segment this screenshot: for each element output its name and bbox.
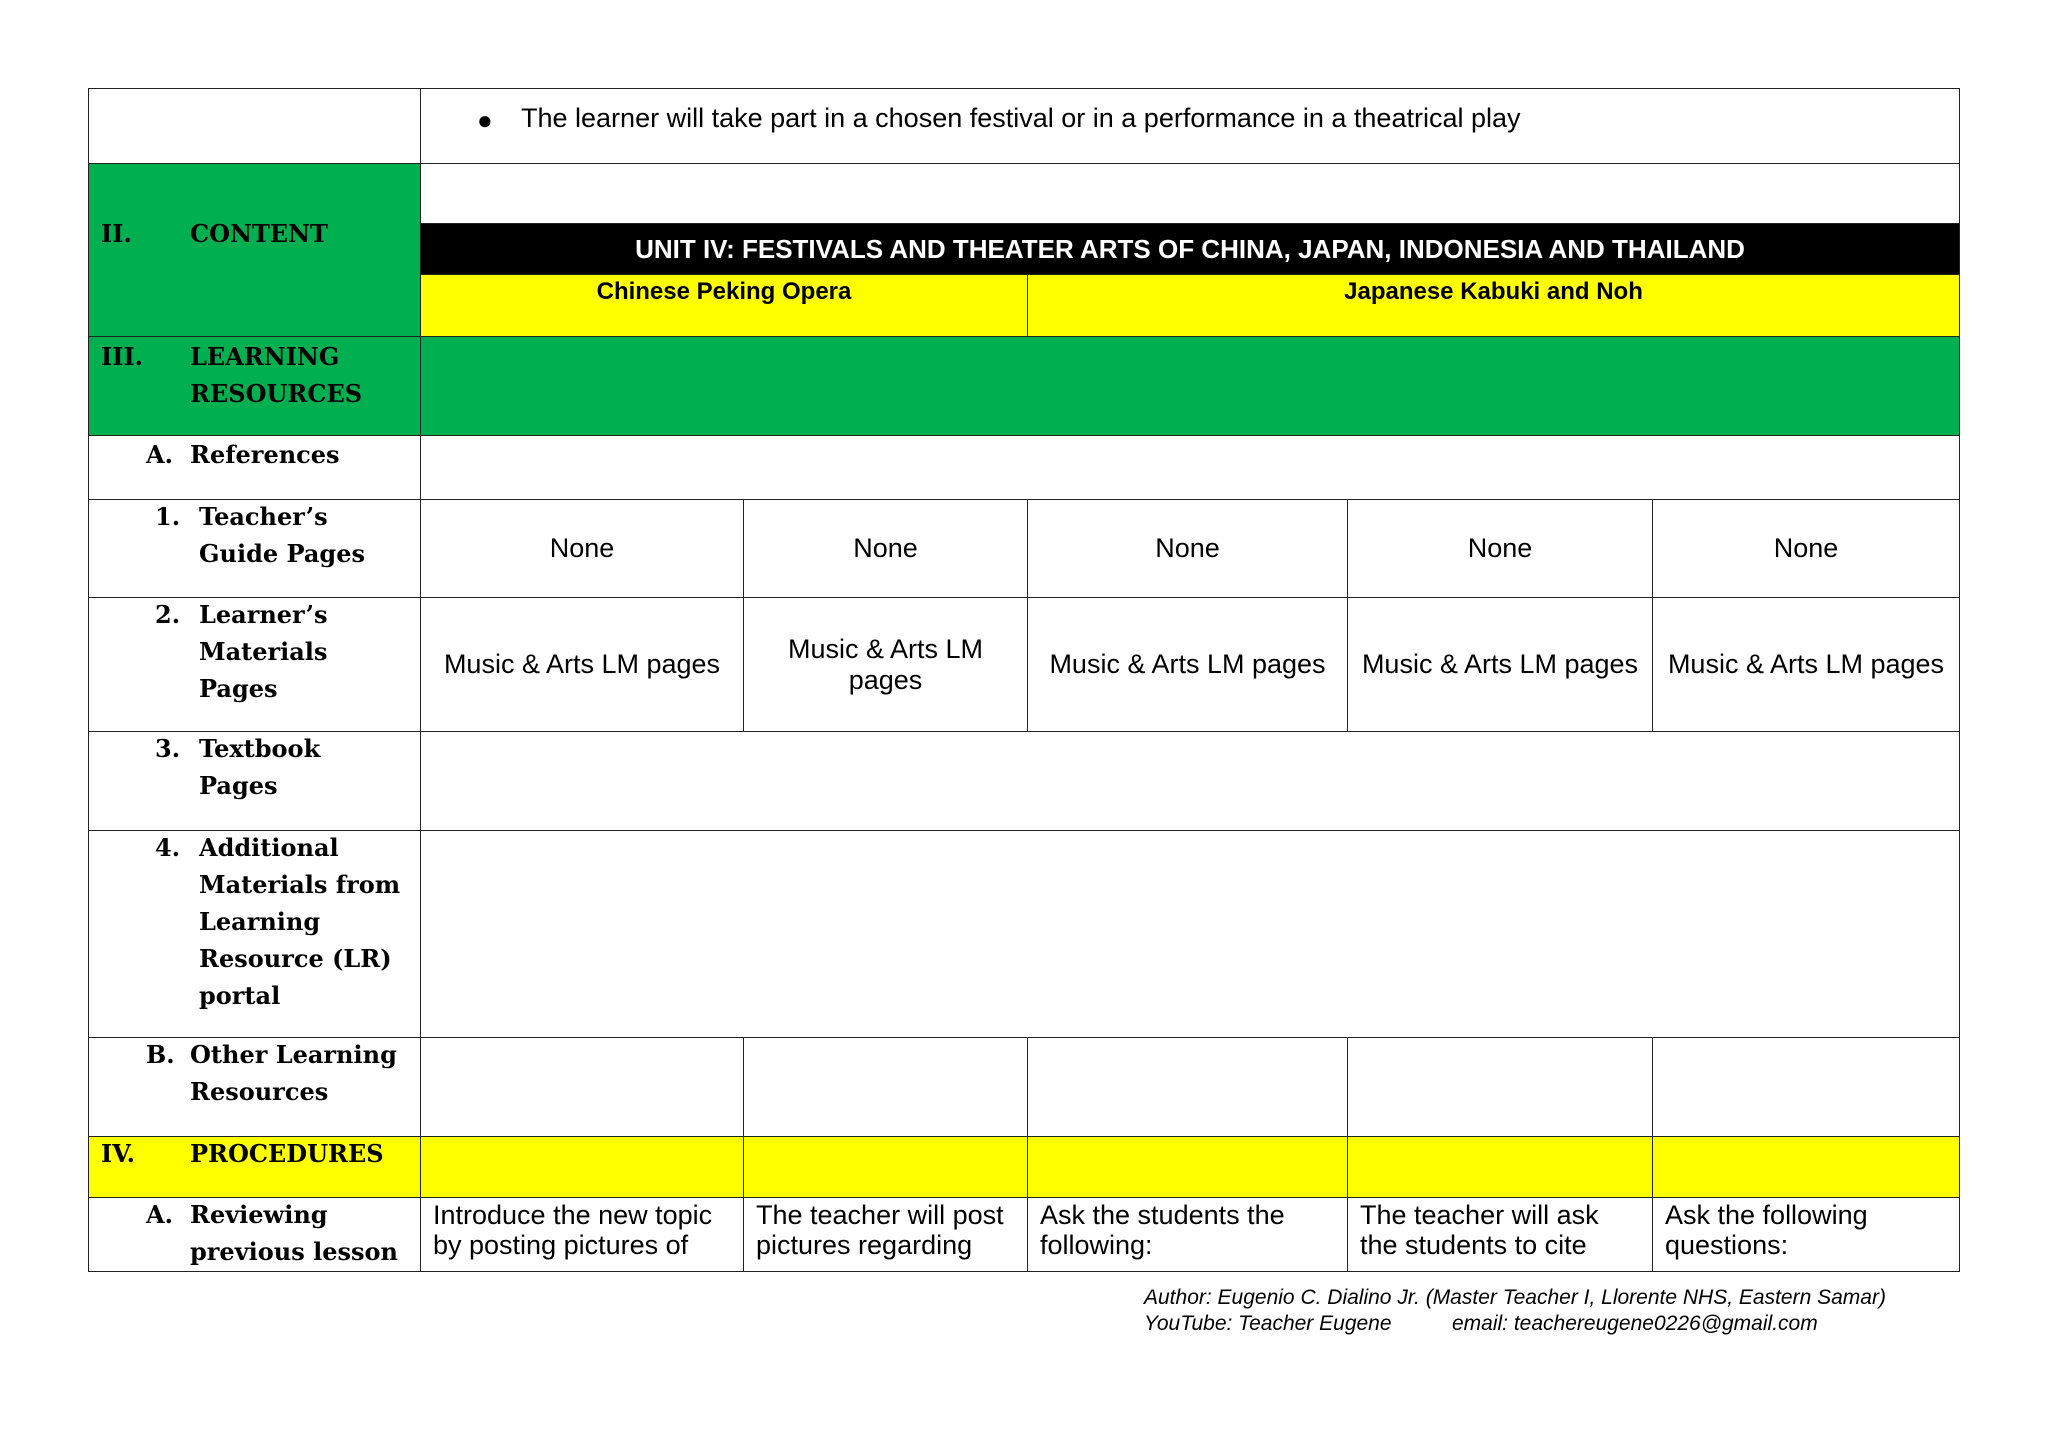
- unit-title-bar: [420, 223, 1960, 275]
- cell-text: None: [549, 533, 615, 563]
- item-label: Materials from: [199, 870, 401, 899]
- teachers-guide-cell: [1027, 499, 1348, 598]
- teachers-guide-cell: [743, 499, 1028, 598]
- procedures-cell: [420, 1136, 744, 1198]
- item-label: Textbook: [199, 734, 321, 763]
- cell-text: None: [853, 533, 918, 563]
- other-resources-cell: [420, 1037, 744, 1137]
- bullet-icon: ●: [477, 105, 493, 135]
- section-number: II.: [101, 219, 132, 248]
- item-label: Learning: [199, 907, 321, 936]
- teachers-guide-cell: [1347, 499, 1653, 598]
- item-label: Materials: [199, 637, 328, 666]
- learners-materials-cell: [420, 597, 744, 732]
- learners-materials-cell: [1347, 597, 1653, 732]
- item-number: 2.: [155, 600, 181, 629]
- item-label: Other Learning: [190, 1040, 397, 1069]
- item-number: 4.: [155, 833, 181, 862]
- procedures-cell: [1347, 1136, 1653, 1198]
- spacer-cell: [420, 163, 1960, 224]
- cell-text: None: [1773, 533, 1839, 563]
- other-resources-cell: [1027, 1037, 1348, 1137]
- textbook-cell: [420, 731, 1960, 831]
- topic-cell: [1027, 274, 1960, 337]
- item-label: Pages: [199, 674, 278, 703]
- topic-cell: [420, 274, 1028, 337]
- cell-text: Music & Arts LM pages: [443, 649, 721, 679]
- item-number: A.: [146, 440, 173, 469]
- reviewing-cell: [1027, 1197, 1348, 1272]
- green-fill-cell: [420, 336, 1960, 436]
- cell-text: Music & Arts LM pages: [1049, 649, 1326, 679]
- item-number: A.: [146, 1200, 173, 1229]
- objective-text: The learner will take part in a chosen festival or in a performance in a theatrical play: [521, 103, 1521, 133]
- section-label: LEARNING: [190, 342, 340, 371]
- cell-text: Ask the students the following:: [1040, 1200, 1285, 1260]
- cell-text: Music & Arts LM pages: [787, 633, 984, 695]
- item-label: Teacher’s: [199, 502, 328, 531]
- reviewing-cell: [1347, 1197, 1653, 1272]
- cell-text: Introduce the new topic by posting pictures of: [433, 1200, 713, 1260]
- teachers-guide-label-cell: [88, 499, 421, 598]
- footer-email: email: teachereugene0226@gmail.com: [1452, 1312, 1818, 1335]
- other-resources-cell: [1347, 1037, 1653, 1137]
- learning-resources-heading: [88, 336, 421, 436]
- item-label: Additional: [199, 833, 339, 862]
- item-label: Guide Pages: [199, 539, 365, 568]
- teachers-guide-cell: [420, 499, 744, 598]
- item-label: Reviewing: [190, 1200, 328, 1229]
- section-label: PROCEDURES: [190, 1139, 384, 1168]
- item-label: Pages: [199, 771, 278, 800]
- reviewing-cell: [420, 1197, 744, 1272]
- blank-cell: [88, 88, 421, 164]
- item-label: Resource (LR): [199, 944, 392, 973]
- item-number: 1.: [155, 502, 181, 531]
- learners-materials-cell: [1027, 597, 1348, 732]
- item-label: Resources: [190, 1077, 329, 1106]
- references-label-cell: [88, 435, 421, 500]
- footer-author: Author: Eugenio C. Dialino Jr. (Master Teacher I, Llorente NHS, Eastern Samar): [1144, 1286, 1886, 1309]
- item-label: portal: [199, 981, 281, 1010]
- unit-title: UNIT IV: FESTIVALS AND THEATER ARTS OF CHINA, JAPAN, INDONESIA AND THAILAND: [635, 233, 1745, 264]
- teachers-guide-cell: [1652, 499, 1960, 598]
- section-label: CONTENT: [190, 219, 328, 248]
- references-cell: [420, 435, 1960, 500]
- section-label: RESOURCES: [190, 379, 363, 408]
- topic-label: Chinese Peking Opera: [596, 278, 852, 305]
- reviewing-cell: [1652, 1197, 1960, 1272]
- procedures-cell: [1027, 1136, 1348, 1198]
- cell-text: Music & Arts LM pages: [1361, 649, 1639, 679]
- cell-text: None: [1467, 533, 1533, 563]
- learners-materials-label-cell: [88, 597, 421, 732]
- cell-text: The teacher will ask the students to cite: [1360, 1200, 1599, 1260]
- reviewing-label-cell: [88, 1197, 421, 1272]
- footer-youtube: YouTube: Teacher Eugene: [1144, 1312, 1392, 1335]
- objective-cell: [420, 88, 1960, 164]
- content-heading: [88, 163, 421, 337]
- item-label: Learner’s: [199, 600, 328, 629]
- cell-text: None: [1155, 533, 1220, 563]
- cell-text: The teacher will post pictures regarding: [756, 1200, 1004, 1260]
- cell-text: Ask the following questions:: [1665, 1200, 1868, 1260]
- other-resources-cell: [743, 1037, 1028, 1137]
- cell-text: Music & Arts LM pages: [1667, 649, 1945, 679]
- additional-materials-label-cell: [88, 830, 421, 1038]
- item-number: B.: [146, 1040, 175, 1069]
- section-number: III.: [101, 342, 144, 371]
- item-number: 3.: [155, 734, 181, 763]
- section-number: IV.: [101, 1139, 136, 1168]
- procedures-cell: [1652, 1136, 1960, 1198]
- procedures-heading: [88, 1136, 421, 1198]
- procedures-cell: [743, 1136, 1028, 1198]
- learners-materials-cell: [743, 597, 1028, 732]
- topic-label: Japanese Kabuki and Noh: [1344, 278, 1643, 305]
- item-label: References: [190, 440, 340, 469]
- other-resources-label-cell: [88, 1037, 421, 1137]
- item-label: previous lesson: [190, 1237, 398, 1266]
- additional-materials-cell: [420, 830, 1960, 1038]
- reviewing-cell: [743, 1197, 1028, 1272]
- learners-materials-cell: [1652, 597, 1960, 732]
- other-resources-cell: [1652, 1037, 1960, 1137]
- textbook-label-cell: [88, 731, 421, 831]
